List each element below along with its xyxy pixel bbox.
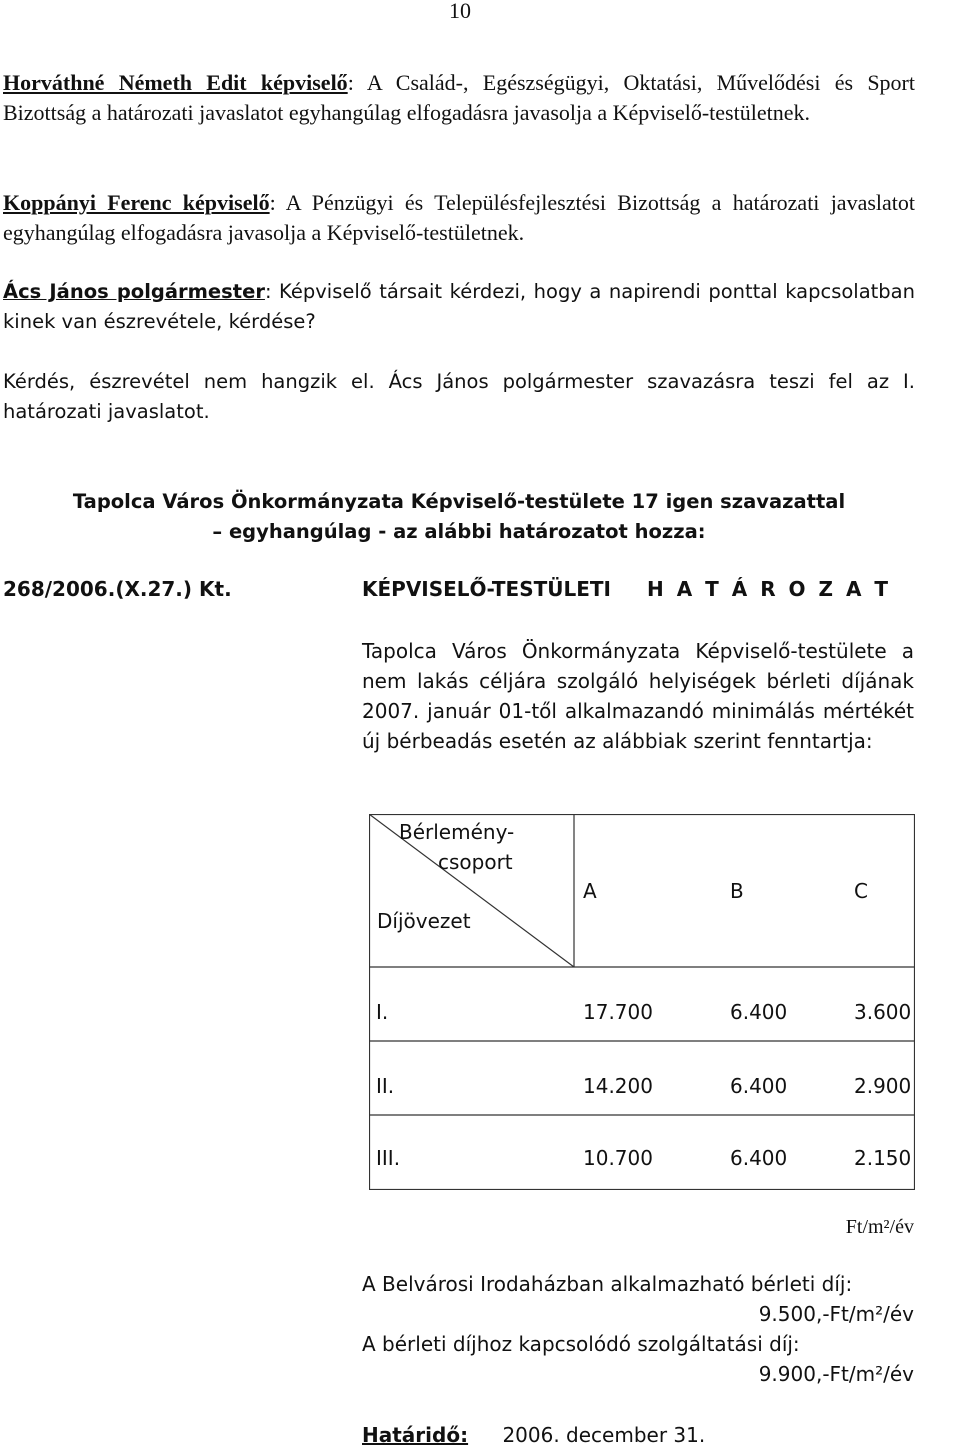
table-cell: 6.400 bbox=[730, 1074, 788, 1098]
resolution-title-hatarozat: H A T Á R O Z A T bbox=[647, 577, 892, 601]
resolution-title-main: KÉPVISELŐ-TESTÜLETI bbox=[362, 577, 611, 601]
table-col-c: C bbox=[854, 879, 868, 903]
resolution-body: Tapolca Város Önkormányzata Képviselő-testülete a nem lakás céljára szolgáló helyiségek bérleti díjának 2007. január 01-től alkalmazandó minimálás mértékét új bérbeadás esetén az alábbiak szerint fenntartja: bbox=[362, 639, 914, 753]
service-fee-label: A bérleti díjhoz kapcsolódó szolgáltatási díj: bbox=[362, 1332, 800, 1356]
table-col-b: B bbox=[730, 879, 744, 903]
table-header-group-1: Bérlemény- bbox=[399, 820, 515, 844]
service-fee-value: 9.900,-Ft/m²/év bbox=[758, 1362, 914, 1386]
paragraph-text: Kérdés, észrevétel nem hangzik el. Ács János polgármester szavazásra teszi fel az I. határozati javaslatot. bbox=[3, 370, 915, 423]
fee-table bbox=[369, 814, 915, 1190]
decision-heading-line2: – egyhangúlag - az alábbi határozatot hozza: bbox=[212, 520, 706, 543]
resolution-title bbox=[362, 577, 891, 601]
table-cell: 10.700 bbox=[583, 1146, 653, 1170]
table-cell: 3.600 bbox=[854, 1000, 912, 1024]
table-row-zone: II. bbox=[376, 1074, 395, 1098]
table-cell: 6.400 bbox=[730, 1000, 788, 1024]
paragraph-text: : A Család-, Egészségügyi, Oktatási, Művelődési és Sport Bizottság a határozati javaslatot egyhangúlag elfogadásra javasolja a Képviselő-testületnek. bbox=[3, 70, 915, 125]
table-row-zone: I. bbox=[376, 1000, 389, 1024]
paragraph-koppanyi bbox=[3, 188, 915, 248]
paragraph-text: : A Pénzügyi és Településfejlesztési Bizottság a határozati javaslatot egyhangúlag elfogadásra javasolja a Képviselő-testületnek. bbox=[3, 190, 915, 245]
paragraph-acs bbox=[3, 277, 915, 337]
table-header-group-2: csoport bbox=[438, 850, 513, 874]
table-header-zone: Díjövezet bbox=[377, 909, 471, 933]
table-cell: 2.150 bbox=[854, 1146, 912, 1170]
paragraph-vote-call bbox=[3, 367, 915, 427]
decision-heading bbox=[0, 487, 918, 547]
table-cell: 17.700 bbox=[583, 1000, 653, 1024]
table-col-a: A bbox=[583, 879, 597, 903]
resolution-number: 268/2006.(X.27.) Kt. bbox=[3, 577, 232, 601]
office-rent-value: 9.500,-Ft/m²/év bbox=[758, 1302, 914, 1326]
table-cell: 6.400 bbox=[730, 1146, 788, 1170]
paragraph-horvathne bbox=[3, 68, 915, 128]
table-cell: 14.200 bbox=[583, 1074, 653, 1098]
paragraph-text: : Képviselő társait kérdezi, hogy a napirendi ponttal kapcsolatban kinek van észrevétele, kérdése? bbox=[3, 280, 915, 333]
speaker-name: Ács János polgármester bbox=[3, 280, 265, 303]
deadline-value: 2006. december 31. bbox=[502, 1423, 706, 1447]
deadline-label: Határidő: bbox=[362, 1423, 469, 1447]
speaker-name: Horváthné Németh Edit képviselő bbox=[3, 70, 348, 95]
table-cell: 2.900 bbox=[854, 1074, 912, 1098]
table-unit: Ft/m²/év bbox=[845, 1216, 914, 1238]
decision-heading-line1: Tapolca Város Önkormányzata Képviselő-testülete 17 igen szavazattal bbox=[72, 490, 846, 513]
table-row-zone: III. bbox=[376, 1146, 401, 1170]
deadline bbox=[362, 1423, 705, 1447]
speaker-name: Koppányi Ferenc képviselő bbox=[3, 190, 270, 215]
office-rent-label: A Belvárosi Irodaházban alkalmazható bérleti díj: bbox=[362, 1272, 853, 1296]
page-number: 10 bbox=[449, 0, 471, 23]
